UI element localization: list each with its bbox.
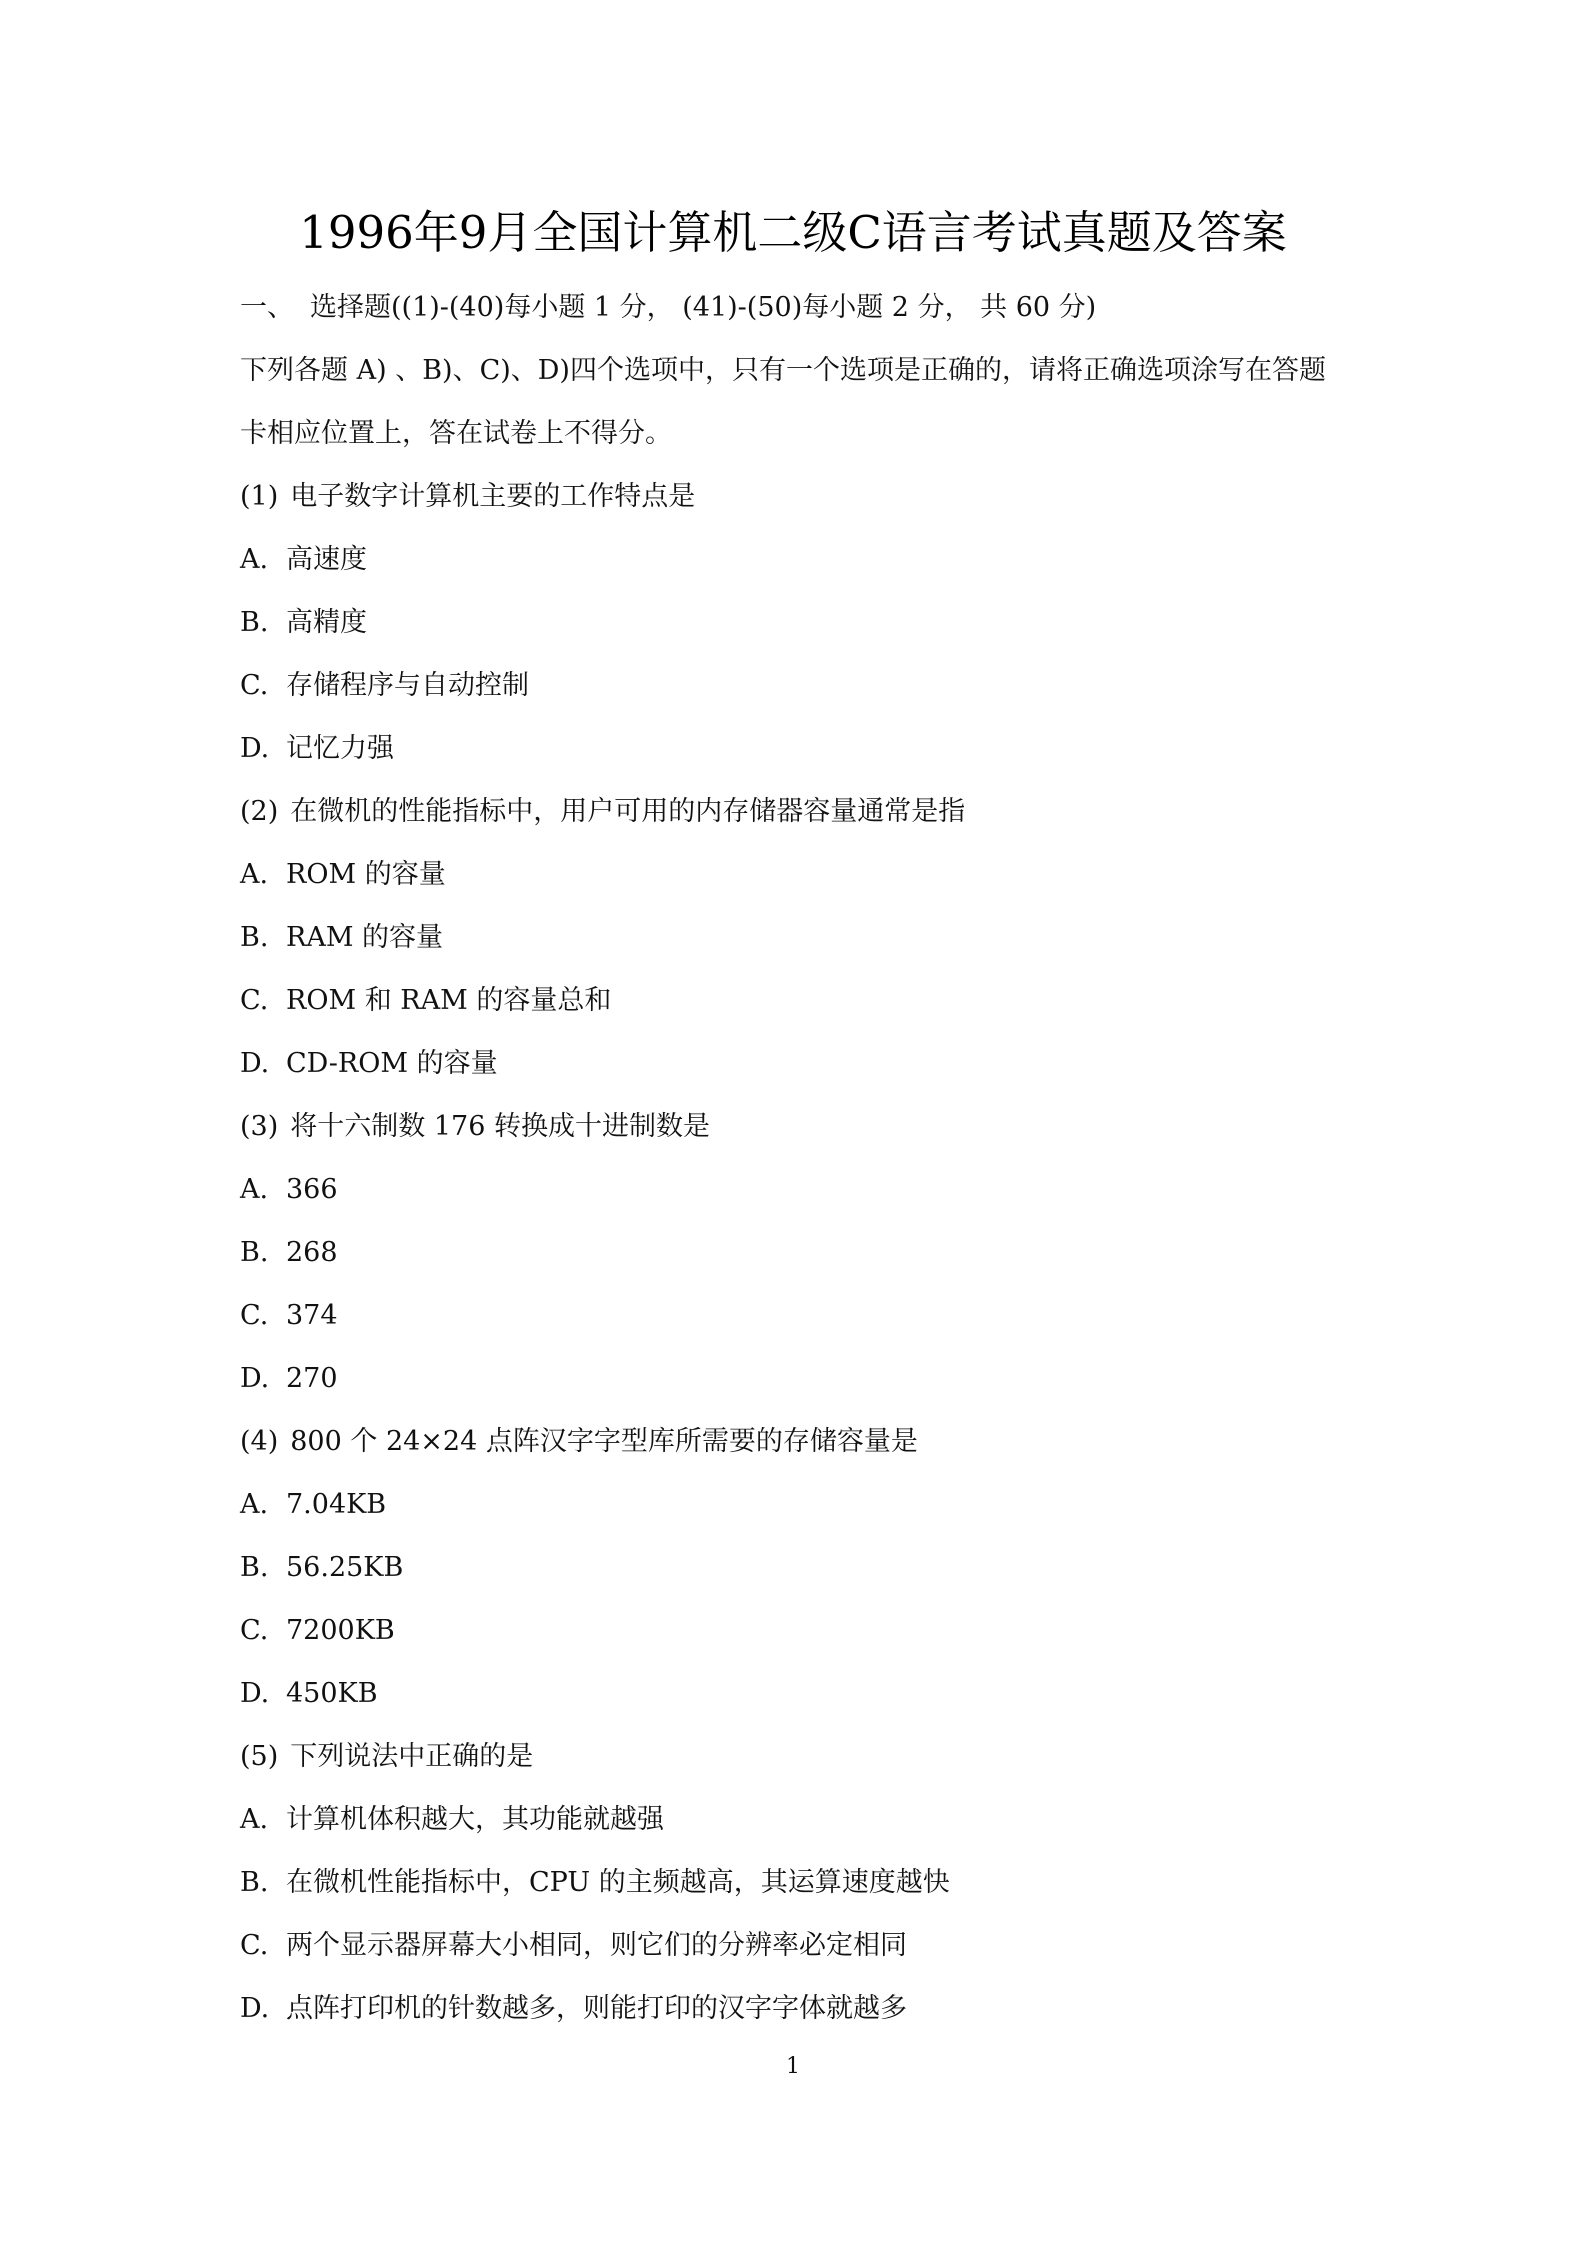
option-letter: A. [240,859,269,890]
question-2-option-c [240,981,1350,1044]
question-text: 下列说法中正确的是 [290,1741,534,1772]
section-heading [240,288,1350,351]
option-letter: D. [240,1993,270,2024]
question-3-option-b [240,1233,1350,1296]
question-4 [240,1422,1350,1485]
option-text: 450KB [286,1678,378,1709]
option-text: 高速度 [286,544,367,575]
question-text: 800 个 24×24 点阵汉字字型库所需要的存储容量是 [290,1426,918,1457]
question-3-option-d [240,1359,1350,1422]
question-3-option-a [240,1170,1350,1233]
option-text: ROM 和 RAM 的容量总和 [286,985,612,1016]
option-letter: B. [240,607,269,638]
question-1-option-a [240,540,1350,603]
question-2-option-a [240,855,1350,918]
question-1-option-d [240,729,1350,792]
option-text: RAM 的容量 [286,922,444,953]
option-letter: A. [240,544,269,575]
option-letter: A. [240,1489,269,1520]
option-text: 在微机性能指标中，CPU 的主频越高，其运算速度越快 [286,1867,950,1898]
question-3-option-c [240,1296,1350,1359]
option-text: 268 [286,1237,338,1268]
question-4-option-d [240,1674,1350,1737]
question-number: (5) [240,1741,279,1772]
option-letter: D. [240,1048,270,1079]
question-5 [240,1737,1350,1800]
question-4-option-b [240,1548,1350,1611]
question-5-option-b [240,1863,1350,1926]
question-text: 将十六制数 176 转换成十进制数是 [290,1111,710,1142]
option-letter: B. [240,1552,269,1583]
question-3 [240,1107,1350,1170]
option-letter: C. [240,1930,269,1961]
option-letter: D. [240,733,270,764]
question-number: (2) [240,796,279,827]
question-1-option-b [240,603,1350,666]
instruction-line: 卡相应位置上，答在试卷上不得分。 [240,418,672,449]
option-text: 270 [286,1363,338,1394]
option-letter: B. [240,1237,269,1268]
option-letter: C. [240,1615,269,1646]
question-5-option-c [240,1926,1350,1989]
section-heading-text: 选择题((1)-(40)每小题 1 分， (41)-(50)每小题 2 分， 共 60 分) [310,292,1097,323]
option-text: CD-ROM 的容量 [286,1048,498,1079]
option-letter: C. [240,670,269,701]
option-text: 计算机体积越大，其功能就越强 [286,1804,664,1835]
document-title: 1996年9月全国计算机二级C语言考试真题及答案 [299,206,1287,259]
option-letter: C. [240,985,269,1016]
option-text: ROM 的容量 [286,859,446,890]
instruction-line: 下列各题 A) 、B)、C)、D)四个选项中，只有一个选项是正确的，请将正确选项涂写在答题 [240,355,1326,386]
question-number: (1) [240,481,279,512]
option-text: 7.04KB [286,1489,387,1520]
page-number: 1 [786,2054,800,2079]
option-text: 56.25KB [286,1552,404,1583]
option-text: 记忆力强 [286,733,394,764]
option-letter: D. [240,1363,270,1394]
option-letter: D. [240,1678,270,1709]
question-text: 电子数字计算机主要的工作特点是 [290,481,696,512]
question-number: (3) [240,1111,279,1142]
option-text: 高精度 [286,607,367,638]
section-number: 一、 [240,292,294,323]
option-text: 7200KB [286,1615,395,1646]
option-text: 366 [286,1174,338,1205]
question-4-option-c [240,1611,1350,1674]
document-body [240,288,1350,2052]
question-number: (4) [240,1426,279,1457]
option-text: 点阵打印机的针数越多，则能打印的汉字字体就越多 [286,1993,907,2024]
option-letter: C. [240,1300,269,1331]
option-text: 存储程序与自动控制 [286,670,529,701]
question-1 [240,477,1350,540]
question-5-option-a [240,1800,1350,1863]
question-1-option-c [240,666,1350,729]
question-4-option-a [240,1485,1350,1548]
option-letter: B. [240,922,269,953]
question-5-option-d [240,1989,1350,2052]
question-2 [240,792,1350,855]
question-text: 在微机的性能指标中，用户可用的内存储器容量通常是指 [290,796,966,827]
option-letter: B. [240,1867,269,1898]
question-2-option-d [240,1044,1350,1107]
question-2-option-b [240,918,1350,981]
option-letter: A. [240,1804,269,1835]
option-letter: A. [240,1174,269,1205]
option-text: 两个显示器屏幕大小相同，则它们的分辨率必定相同 [286,1930,907,1961]
option-text: 374 [286,1300,338,1331]
